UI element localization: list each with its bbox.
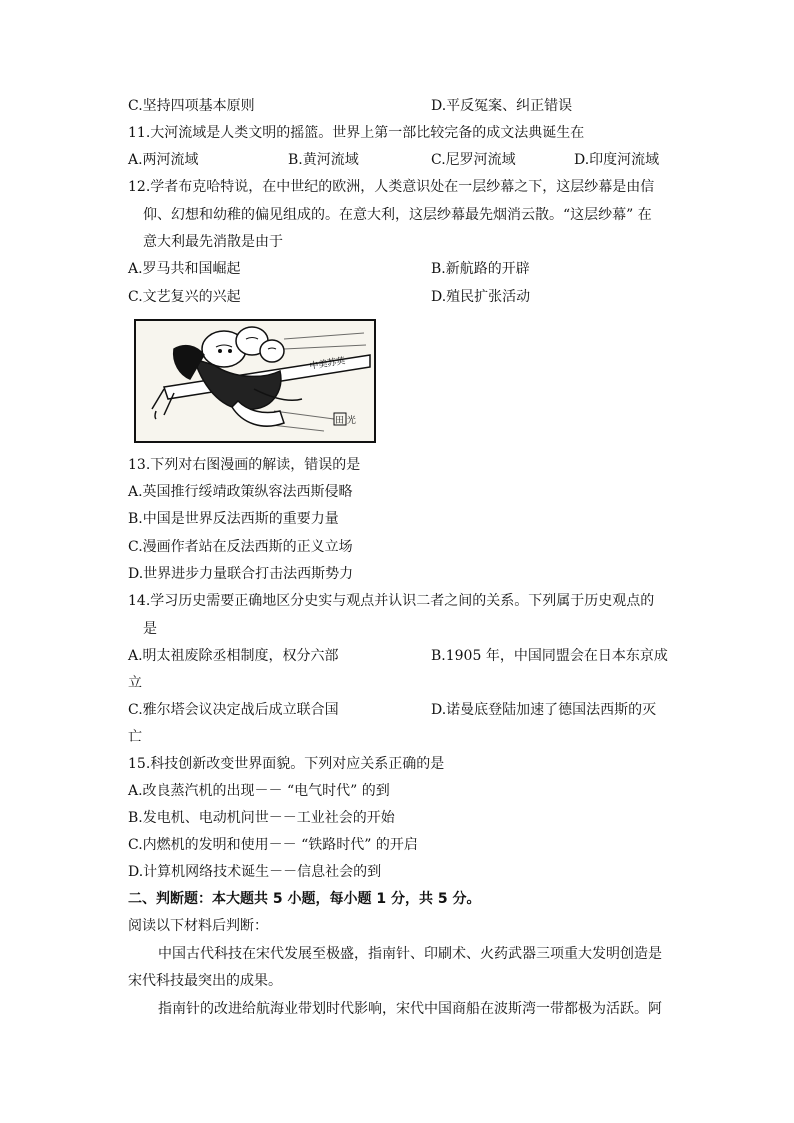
q13-option-b: B.中国是世界反法西斯的重要力量: [128, 511, 339, 527]
q14-stem-line1: 14.学习历史需要正确地区分史实与观点并认识二者之间的关系。下列属于历史观点的: [128, 593, 655, 609]
material-para2-line1: 指南针的改进给航海业带划时代影响，宋代中国商船在波斯湾一带都极为活跃。阿: [158, 1001, 662, 1017]
material-para1-line2: 宋代科技最突出的成果。: [128, 973, 282, 989]
q12-option-a: A.罗马共和国崛起: [128, 261, 241, 277]
q10-option-d: D.平反冤案、纠正错误: [431, 98, 573, 114]
q10-option-c: C.坚持四项基本原则: [128, 98, 255, 114]
q11-option-c: C.尼罗河流域: [431, 152, 516, 168]
q12-option-d: D.殖民扩张活动: [431, 289, 531, 305]
q15-option-b: B.发电机、电动机问世－－工业社会的开始: [128, 810, 395, 826]
material-para1-line1: 中国古代科技在宋代发展至极盛，指南针、印刷术、火药武器三项重大发明创造是: [158, 946, 662, 962]
q13-option-a: A.英国推行绥靖政策纵容法西斯侵略: [128, 484, 353, 500]
q11-option-d: D.印度河流域: [574, 152, 660, 168]
q12-option-c: C.文艺复兴的兴起: [128, 289, 241, 305]
q13-option-d: D.世界进步力量联合打击法西斯势力: [128, 566, 354, 582]
q14-stem-line2: 是: [143, 621, 157, 637]
q11-option-b: B.黄河流域: [288, 152, 359, 168]
q14-option-d-line1: D.诺曼底登陆加速了德国法西斯的灭: [431, 702, 657, 718]
svg-text:田 光: 田 光: [335, 416, 356, 426]
q12-stem-line1: 12.学者布克哈特说，在中世纪的欧洲，人类意识处在一层纱幕之下，这层纱幕是由信: [128, 179, 655, 195]
cartoon-banner-text: 中美苏英: [308, 356, 347, 372]
q14-option-c: C.雅尔塔会议决定战后成立联合国: [128, 702, 339, 718]
q14-option-b-line1: B.1905 年，中国同盟会在日本东京成: [431, 648, 668, 664]
q13-option-c: C.漫画作者站在反法西斯的正义立场: [128, 539, 353, 555]
q12-stem-line2: 仰、幻想和幼稚的偏见组成的。在意大利，这层纱幕最先烟消云散。“这层纱幕” 在: [143, 207, 652, 223]
q15-option-c: C.内燃机的发明和使用－－ “铁路时代” 的开启: [128, 837, 418, 853]
q13-stem: 13.下列对右图漫画的解读，错误的是: [128, 457, 361, 473]
reading-instruction: 阅读以下材料后判断：: [128, 918, 268, 934]
section-2-heading: 二、判断题：本大题共 5 小题，每小题 1 分，共 5 分。: [128, 891, 481, 907]
q15-stem: 15.科技创新改变世界面貌。下列对应关系正确的是: [128, 756, 445, 772]
q14-option-a: A.明太祖废除丞相制度，权分六部: [128, 648, 339, 664]
q14-option-d-line2: 亡: [128, 729, 142, 745]
q12-stem-line3: 意大利最先消散是由于: [143, 234, 283, 250]
q11-stem: 11.大河流域是人类文明的摇篮。世界上第一部比较完备的成文法典诞生在: [128, 125, 585, 141]
q11-option-a: A.两河流域: [128, 152, 199, 168]
q14-option-b-line2: 立: [128, 675, 142, 691]
anti-fascist-cartoon-image: [134, 319, 376, 443]
q15-option-a: A.改良蒸汽机的出现－－ “电气时代” 的到: [128, 783, 390, 799]
q12-option-b: B.新航路的开辟: [431, 261, 530, 277]
q15-option-d: D.计算机网络技术诞生－－信息社会的到: [128, 864, 382, 880]
